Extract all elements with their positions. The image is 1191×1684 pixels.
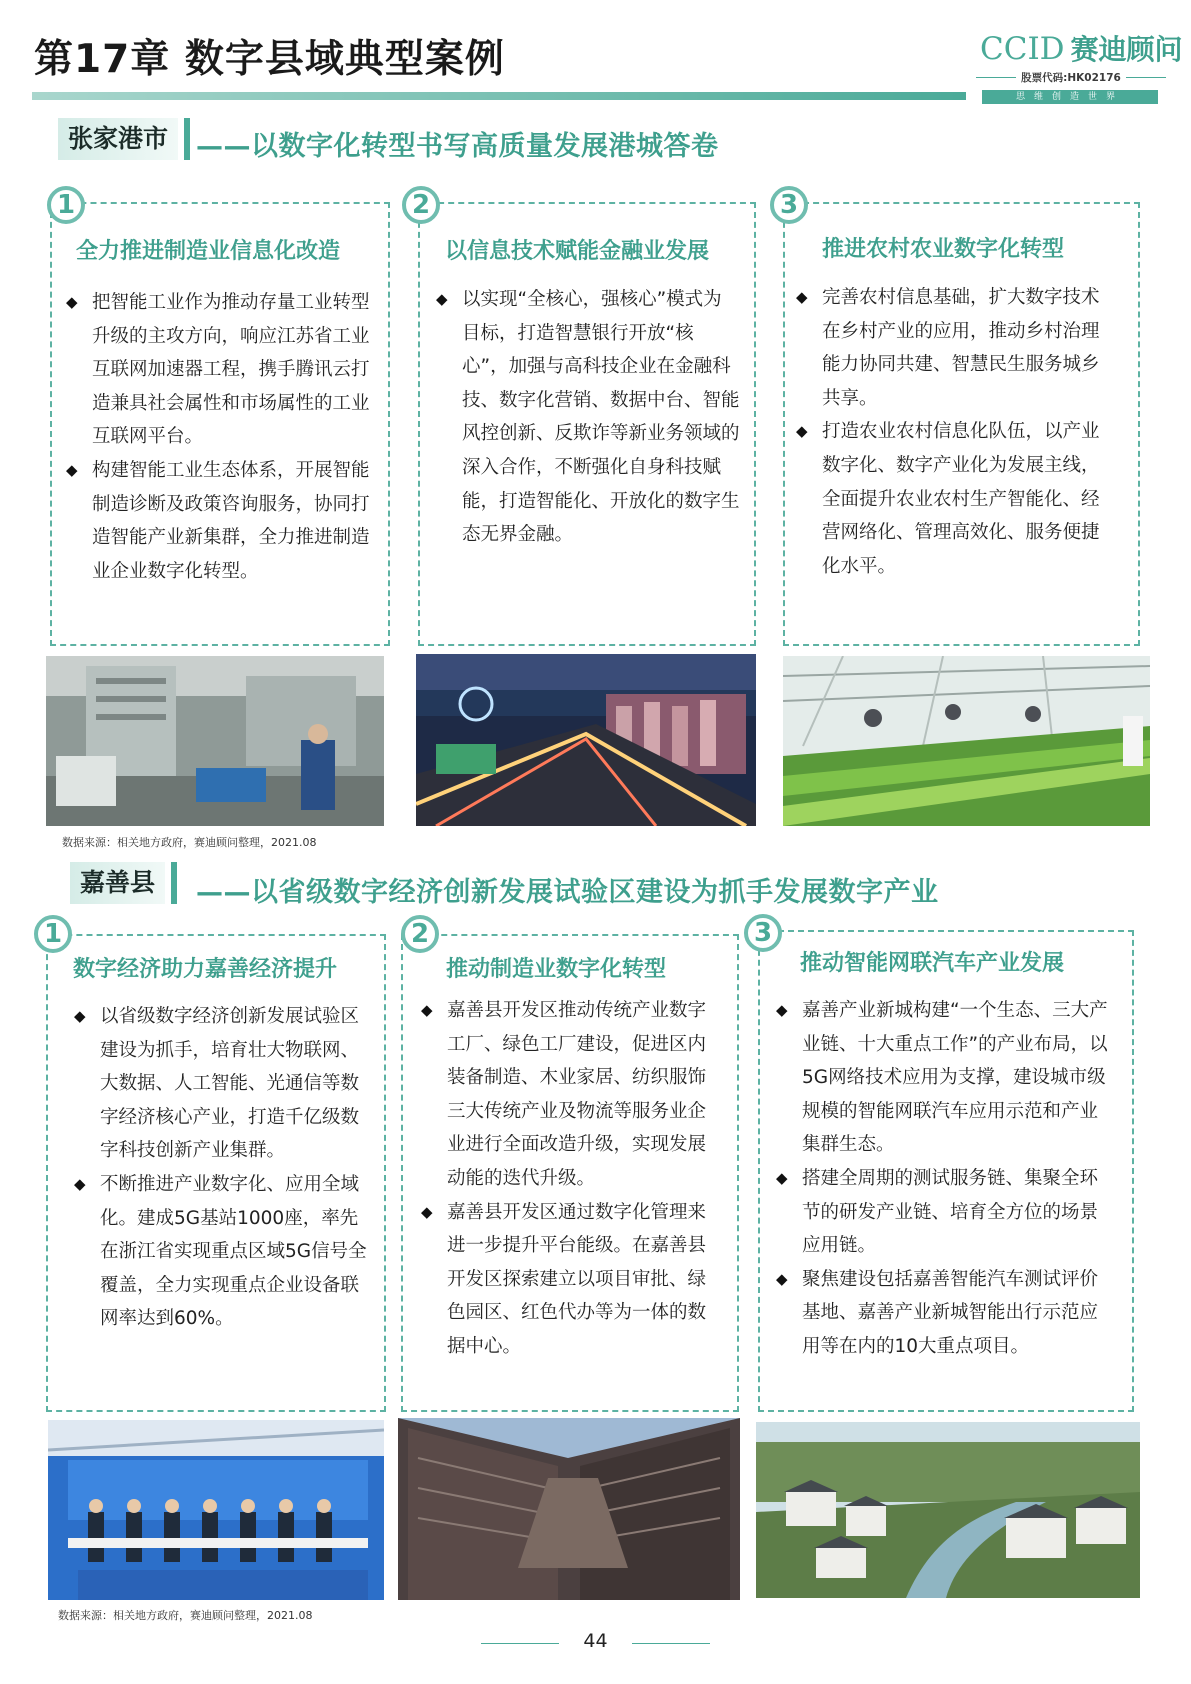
bullet-item: ◆ 打造农业农村信息化队伍，以产业数字化、数字产业化为发展主线，全面提升农业农村生产智能化、经营网络化、管理高效化、服务便捷化水平。 [800, 415, 1112, 583]
section-2-card-3-bullets [780, 994, 1112, 1364]
section-2-source: 数据来源：相关地方政府，赛迪顾问整理，2021.08 [58, 1609, 313, 1622]
section-1-card-3-number: 3 [770, 186, 808, 224]
section-1-card-1-number: 1 [47, 186, 85, 224]
section-2-subtitle: ——以省级数字经济创新发展试验区建设为抓手发展数字产业 [196, 877, 939, 908]
section-1-card-1-bullets [70, 286, 370, 588]
section-1-source: 数据来源：相关地方政府，赛迪顾问整理，2021.08 [62, 836, 317, 849]
section-2-card-1-title: 数字经济助力嘉善经济提升 [73, 957, 338, 982]
section-2-card-2-number: 2 [401, 915, 439, 953]
section-1-card-3-bullets [800, 281, 1112, 583]
section-2-card-2-title: 推动制造业数字化转型 [446, 957, 667, 982]
section-2-label: 嘉善县 [70, 862, 165, 904]
bullet-item: ◆ 完善农村信息基础，扩大数字技术在乡村产业的应用，推动乡村治理能力协同共建、智慧民生服务城乡共享。 [800, 281, 1112, 415]
photo-city-night [416, 654, 756, 826]
section-1-card-2-bullets [440, 283, 740, 552]
chapter-title: 第17章 数字县域典型案例 [34, 37, 505, 82]
page-line-right [632, 1643, 710, 1644]
bullet-item: ◆ 搭建全周期的测试服务链、集聚全环节的研发产业链、培育全方位的场景应用链。 [780, 1162, 1112, 1263]
section-2-card-1-number: 1 [34, 915, 72, 953]
logo-cn: 赛迪顾问 [1070, 33, 1183, 66]
bullet-item: ◆ 把智能工业作为推动存量工业转型升级的主攻方向，响应江苏省工业互联网加速器工程，携手腾讯云打造兼具社会属性和市场属性的工业互联网平台。 [70, 286, 370, 454]
section-1-card-3-title: 推进农村农业数字化转型 [822, 237, 1065, 262]
photo-building [398, 1418, 740, 1600]
bullet-item: ◆ 嘉善县开发区推动传统产业数字工厂、绿色工厂建设，促进区内装备制造、木业家居、纺织服饰三大传统产业及物流等服务业企业进行全面改造升级，实现发展动能的迭代升级。 [425, 994, 723, 1196]
bullet-item: ◆ 聚焦建设包括嘉善智能汽车测试评价基地、嘉善产业新城智能出行示范应用等在内的10大重点项目。 [780, 1263, 1112, 1364]
bullet-item: ◆ 不断推进产业数字化、应用全域化。建成5G基站1000座，率先在浙江省实现重点区域5G信号全覆盖，全力实现重点企业设备联网率达到60%。 [78, 1168, 368, 1336]
section-2-card-2-bullets [425, 994, 723, 1364]
bullet-item: ◆ 构建智能工业生态体系，开展智能制造诊断及政策咨询服务，协同打造智能产业新集群，全力推进制造业企业数字化转型。 [70, 454, 370, 588]
photo-village [756, 1422, 1140, 1598]
header-bar [32, 92, 966, 100]
photo-ceremony [48, 1420, 384, 1600]
section-2-card-3-title: 推动智能网联汽车产业发展 [800, 951, 1065, 976]
bullet-item: ◆ 以省级数字经济创新发展试验区建设为抓手，培育壮大物联网、大数据、人工智能、光通信等数字经济核心产业，打造千亿级数字科技创新产业集群。 [78, 1000, 368, 1168]
section-2-card-1-bullets [78, 1000, 368, 1336]
photo-factory [46, 656, 384, 826]
logo [976, 28, 1183, 106]
section-1-label: 张家港市 [58, 118, 178, 160]
logo-slogan: 思维创造世界 [982, 90, 1158, 104]
bullet-item: ◆ 以实现“全核心，强核心”模式为目标，打造智慧银行开放“核心”，加强与高科技企业在金融科技、数字化营销、数据中台、智能风控创新、反欺诈等新业务领域的深入合作，不断强化自身科技赋能，打造智能化、开放化的数字生态无界金融。 [440, 283, 740, 552]
section-2-card-3-number: 3 [744, 914, 782, 952]
logo-ccid: CCID [980, 31, 1065, 67]
bullet-item: ◆ 嘉善产业新城构建“一个生态、三大产业链、十大重点工作”的产业布局，以5G网络技术应用为支撑，建设城市级规模的智能网联汽车应用示范和产业集群生态。 [780, 994, 1112, 1162]
photo-greenhouse [783, 656, 1150, 826]
section-1-card-2-title: 以信息技术赋能金融业发展 [445, 239, 710, 264]
logo-stock-code: 股票代码:HK02176 [976, 70, 1166, 85]
section-1-card-1-title: 全力推进制造业信息化改造 [76, 239, 341, 264]
page-number: 44 [583, 1630, 608, 1652]
section-1-subtitle: ——以数字化转型书写高质量发展港城答卷 [196, 131, 719, 162]
bullet-item: ◆ 嘉善县开发区通过数字化管理来进一步提升平台能级。在嘉善县开发区探索建立以项目审批、绿色园区、红色代办等为一体的数据中心。 [425, 1196, 723, 1364]
section-1-card-2-number: 2 [402, 186, 440, 224]
logo-main [980, 28, 1183, 68]
